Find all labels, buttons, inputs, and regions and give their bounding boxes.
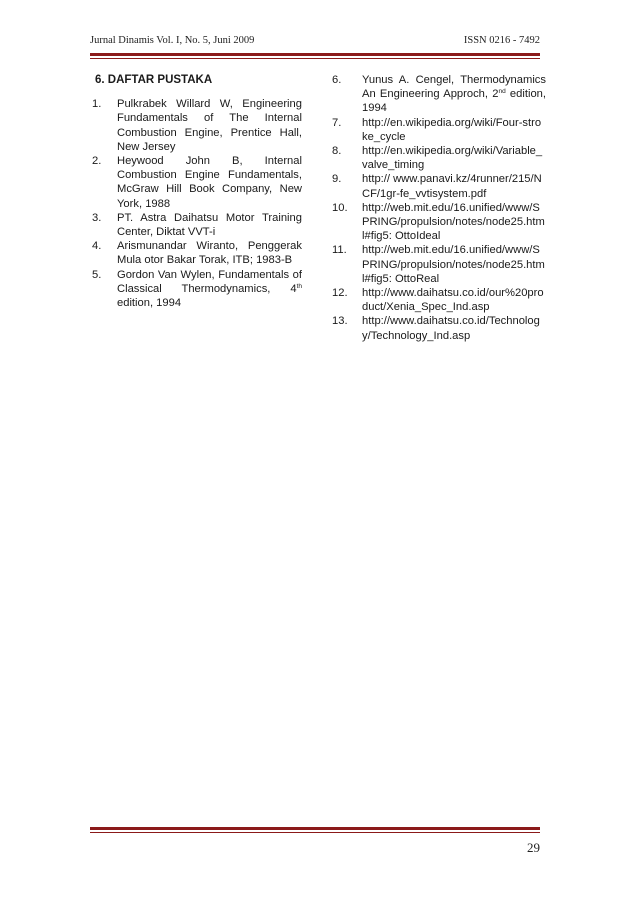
reference-number: 11.: [332, 244, 347, 257]
reference-text-part: edition, 1994: [362, 88, 547, 115]
reference-number: 5.: [92, 268, 102, 281]
journal-title: Jurnal Dinamis Vol. I, No. 5, Juni 2009: [90, 35, 255, 46]
reference-text: [117, 268, 302, 311]
reference-item: [92, 239, 302, 267]
header-rule-thin: [90, 58, 540, 59]
reference-number: 3.: [92, 211, 102, 224]
reference-number: 8.: [332, 145, 342, 158]
reference-number: 12.: [332, 287, 348, 300]
reference-text: Arismunandar Wiranto, Penggerak Mula otor Bakar Torak, ITB; 1983-B: [117, 240, 302, 267]
reference-item: [332, 73, 546, 116]
reference-number: 13.: [332, 315, 348, 328]
reference-item: [332, 243, 546, 286]
reference-url: http://web.mit.edu/16.unified/www/SPRING/propulsion/notes/node25.html#fig5: OttoIdeal: [362, 201, 545, 243]
reference-item: [332, 116, 546, 144]
reference-number: 7.: [332, 116, 342, 129]
reference-text: [362, 73, 546, 116]
reference-text-part: edition, 1994: [117, 297, 182, 310]
reference-url: http://en.wikipedia.org/wiki/Variable_valve_timing: [362, 145, 543, 172]
reference-item: [332, 144, 546, 172]
reference-url: http://en.wikipedia.org/wiki/Four-stroke_cycle: [362, 116, 542, 143]
section-title: 6. DAFTAR PUSTAKA: [95, 74, 213, 86]
header-rule-thick: [90, 53, 540, 56]
reference-number: 9.: [332, 173, 342, 186]
reference-number: 6.: [332, 74, 342, 86]
reference-number: 2.: [92, 155, 102, 168]
reference-text-part: Gordon Van Wylen, Fundamentals of Classical Thermodynamics, 4: [117, 268, 302, 295]
reference-text: Pulkrabek Willard W, Engineering Fundamentals of The Internal Combustion Engine, Prentice Hall, New Jersey: [117, 98, 302, 153]
reference-text-part: Yunus A. Cengel, Thermodynamics An Engineering Approch, 2: [362, 74, 546, 101]
reference-item: [92, 97, 302, 154]
footer-rule-thick: [90, 827, 540, 830]
reference-item: [332, 286, 546, 314]
reference-url: http://www.daihatsu.co.id/our%20product/Xenia_Spec_Ind.asp: [362, 287, 544, 314]
reference-item: [92, 268, 302, 311]
reference-number: 10.: [332, 201, 348, 214]
issn: ISSN 0216 - 7492: [463, 35, 540, 46]
right-column: [332, 73, 546, 343]
reference-item: [332, 201, 546, 244]
ordinal-superscript: nd: [498, 88, 506, 96]
reference-item: [92, 211, 302, 239]
reference-number: 1.: [92, 98, 102, 111]
reference-url: http://web.mit.edu/16.unified/www/SPRING/propulsion/notes/node25.html#fig5: OttoReal: [362, 244, 545, 285]
footer-rule-thin: [90, 832, 540, 833]
reference-url: http:// www.panavi.kz/4runner/215/NCF/1gr-fe_vvtisystem.pdf: [362, 173, 542, 200]
page-number: 29: [527, 840, 540, 855]
reference-item: [332, 172, 546, 200]
reference-item: [92, 154, 302, 211]
running-header: [90, 35, 540, 49]
left-column: [92, 73, 302, 310]
reference-number: 4.: [92, 240, 102, 253]
ordinal-superscript: th: [296, 282, 302, 290]
reference-item: [332, 314, 546, 342]
reference-url: http://www.daihatsu.co.id/Technology/Technology_Ind.asp: [362, 315, 540, 342]
reference-text: Heywood John B, Internal Combustion Engine Fundamentals, McGraw Hill Book Company, New York, 1988: [117, 155, 302, 210]
reference-text: PT. Astra Daihatsu Motor Training Center, Diktat VVT-i: [117, 211, 302, 239]
